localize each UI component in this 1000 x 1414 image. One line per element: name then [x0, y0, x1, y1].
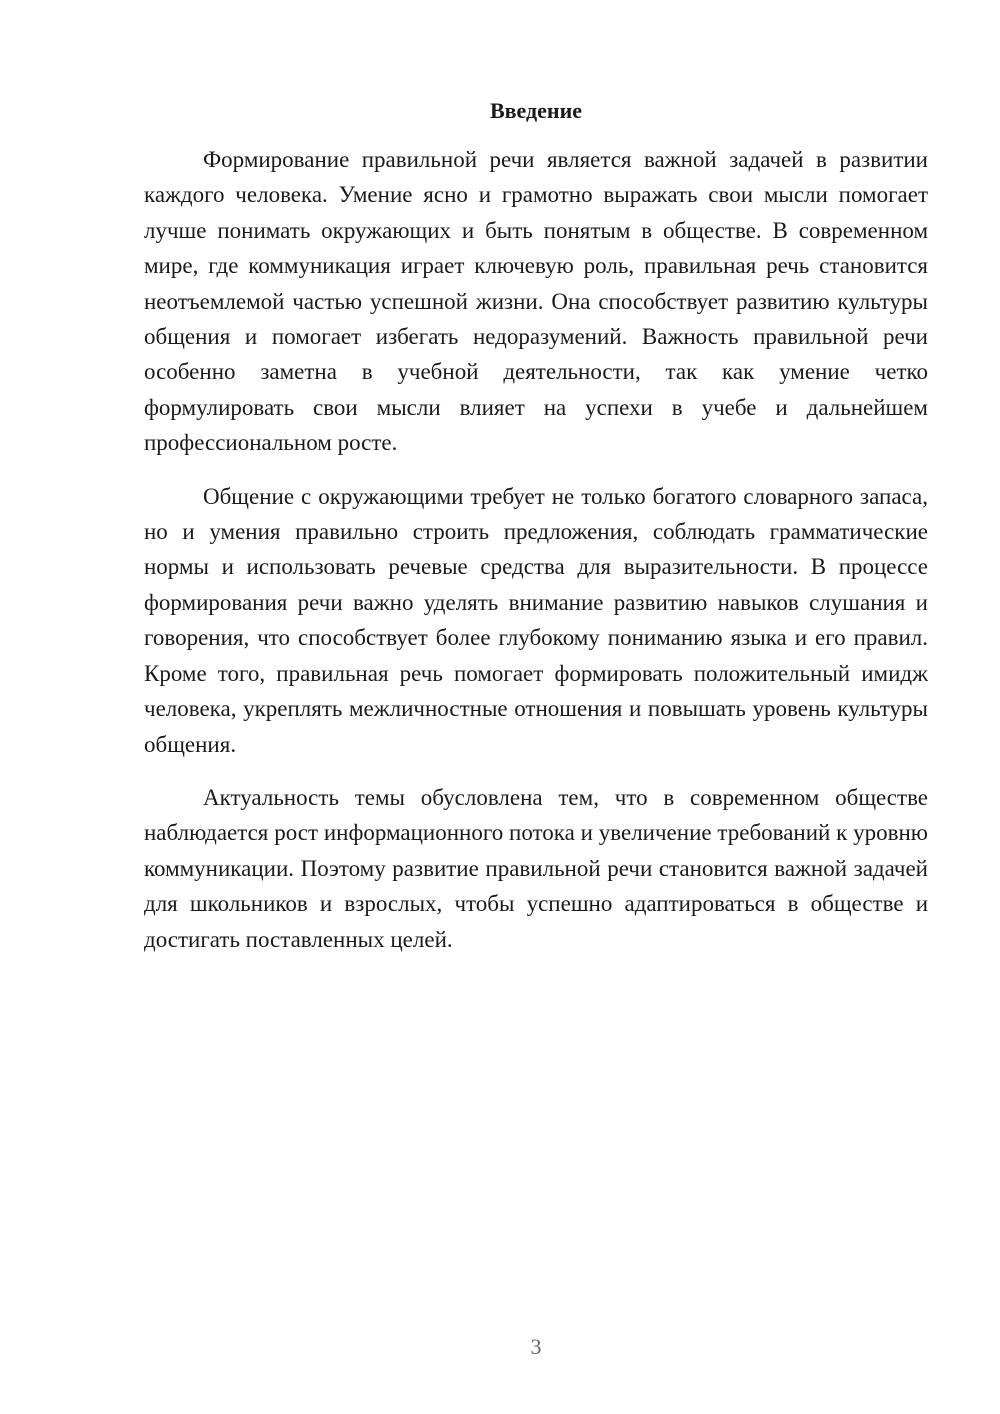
document-body — [144, 142, 928, 957]
page-number: 3 — [530, 1334, 542, 1359]
paragraph-3: Актуальность темы обусловлена тем, что в современном обществе наблюдается рост информационного потока и увеличение требований к уровню коммуникации. Поэтому развитие правильной речи становится важной задачей для школьников и взрослых, чтобы успешно адаптироваться в обществе и достигать поставленных целей. — [144, 784, 928, 952]
page-title: Введение — [489, 98, 583, 123]
paragraph-1: Формирование правильной речи является важной задачей в развитии каждого человека. Умение ясно и грамотно выражать свои мысли помогает лучше понимать окружающих и быть понятым в обществе. В современном мире, где коммуникация играет ключевую роль, правильная речь становится неотъемлемой частью успешной жизни. Она способствует развитию культуры общения и помогает избегать недоразумений. Важность правильной речи особенно заметна в учебной деятельности, так как умение четко формулировать свои мысли влияет на успехи в учебе и дальнейшем профессиональном росте. — [144, 147, 928, 456]
paragraph-2: Общение с окружающими требует не только богатого словарного запаса, но и умения правильно строить предложения, соблюдать грамматические нормы и использовать речевые средства для выразительности. В процессе формирования речи важно уделять внимание развитию навыков слушания и говорения, что способствует более глубокому пониманию языка и его правил. Кроме того, правильная речь помогает формировать положительный имидж человека, укреплять межличностные отношения и повышать уровень культуры общения. — [144, 483, 928, 757]
